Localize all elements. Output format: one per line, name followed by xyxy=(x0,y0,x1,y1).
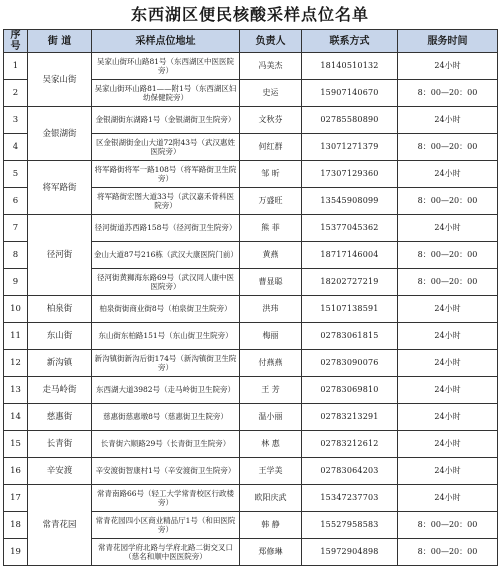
row-number: 12 xyxy=(4,350,28,377)
address-cell: 径河街道苏西路158号（径河街卫生院旁） xyxy=(92,215,240,242)
table-row xyxy=(4,161,498,188)
phone-cell: 15347237703 xyxy=(302,485,398,512)
phone-cell: 02783090076 xyxy=(302,350,398,377)
contact-cell: 林 惠 xyxy=(240,431,302,458)
row-number: 7 xyxy=(4,215,28,242)
hours-cell: 24小时 xyxy=(398,215,498,242)
address-cell: 常青花园四小区商业精品厅1号（和田医院旁） xyxy=(92,512,240,539)
phone-cell: 15107138591 xyxy=(302,296,398,323)
street-cell: 辛安渡 xyxy=(28,458,92,485)
address-cell: 东西湖大道3982号（走马岭街卫生院旁） xyxy=(92,377,240,404)
phone-cell: 15527958583 xyxy=(302,512,398,539)
contact-cell: 王 芳 xyxy=(240,377,302,404)
table-row xyxy=(4,53,498,80)
phone-cell: 15972904898 xyxy=(302,539,398,566)
address-cell: 慈惠街慈惠墩8号（慈惠街卫生院旁） xyxy=(92,404,240,431)
contact-cell: 郑修琳 xyxy=(240,539,302,566)
hours-cell: 24小时 xyxy=(398,296,498,323)
address-cell: 常青南路66号（轻工大学常青校区行政楼旁） xyxy=(92,485,240,512)
row-number: 17 xyxy=(4,485,28,512)
header-street: 街 道 xyxy=(28,30,92,53)
table-row xyxy=(4,323,498,350)
document-title: 东西湖区便民核酸采样点位名单 xyxy=(130,5,369,24)
row-number: 11 xyxy=(4,323,28,350)
row-number: 18 xyxy=(4,512,28,539)
street-cell: 金银湖街 xyxy=(28,107,92,161)
contact-cell: 邹 昕 xyxy=(240,161,302,188)
hours-cell: 8：00—20：00 xyxy=(398,188,498,215)
hours-cell: 24小时 xyxy=(398,377,498,404)
hours-cell: 24小时 xyxy=(398,404,498,431)
phone-cell: 15377045362 xyxy=(302,215,398,242)
table-row xyxy=(4,404,498,431)
address-cell: 柏泉街街商业街8号（柏泉街卫生院旁） xyxy=(92,296,240,323)
address-cell: 常青花园学府北路与学府北路二街交叉口（慈名和顺中医医院旁） xyxy=(92,539,240,566)
table-header-row xyxy=(4,30,498,53)
phone-cell: 02783069810 xyxy=(302,377,398,404)
contact-cell: 韩 静 xyxy=(240,512,302,539)
phone-cell: 18202727219 xyxy=(302,269,398,296)
phone-cell: 17307129360 xyxy=(302,161,398,188)
hours-cell: 24小时 xyxy=(398,53,498,80)
row-number: 8 xyxy=(4,242,28,269)
address-cell: 径河街黄狮海东路69号（武汉同人康中医医院旁） xyxy=(92,269,240,296)
phone-cell: 02783212612 xyxy=(302,431,398,458)
street-cell: 新沟镇 xyxy=(28,350,92,377)
phone-cell: 02783061815 xyxy=(302,323,398,350)
address-cell: 区金银湖街金山大道72附43号（武汉惠姓医院旁） xyxy=(92,134,240,161)
hours-cell: 24小时 xyxy=(398,107,498,134)
contact-cell: 梅丽 xyxy=(240,323,302,350)
table-row xyxy=(4,350,498,377)
hours-cell: 8：00—20：00 xyxy=(398,539,498,566)
header-number: 序号 xyxy=(4,30,28,53)
hours-cell: 24小时 xyxy=(398,161,498,188)
row-number: 13 xyxy=(4,377,28,404)
street-cell: 东山街 xyxy=(28,323,92,350)
address-cell: 金山大道87号216栋（武汉大康医院门前） xyxy=(92,242,240,269)
contact-cell: 文秋芬 xyxy=(240,107,302,134)
phone-cell: 13545908099 xyxy=(302,188,398,215)
hours-cell: 24小时 xyxy=(398,350,498,377)
table-row xyxy=(4,377,498,404)
table-row xyxy=(4,107,498,134)
contact-cell: 付燕燕 xyxy=(240,350,302,377)
address-cell: 将军路街将军一路108号（将军路街卫生院旁） xyxy=(92,161,240,188)
contact-cell: 王学美 xyxy=(240,458,302,485)
header-contact-person: 负责人 xyxy=(240,30,302,53)
table-row xyxy=(4,458,498,485)
contact-cell: 温小丽 xyxy=(240,404,302,431)
phone-cell: 02783064203 xyxy=(302,458,398,485)
row-number: 10 xyxy=(4,296,28,323)
contact-cell: 洪玮 xyxy=(240,296,302,323)
row-number: 3 xyxy=(4,107,28,134)
row-number: 16 xyxy=(4,458,28,485)
street-cell: 常青花园 xyxy=(28,485,92,566)
phone-cell: 02783213291 xyxy=(302,404,398,431)
phone-cell: 18140510132 xyxy=(302,53,398,80)
header-address: 采样点位地址 xyxy=(92,30,240,53)
address-cell: 吴家山街环山路81号（东西湖区中医医院旁） xyxy=(92,53,240,80)
contact-cell: 熊 菲 xyxy=(240,215,302,242)
row-number: 6 xyxy=(4,188,28,215)
contact-cell: 史运 xyxy=(240,80,302,107)
hours-cell: 8：00—20：00 xyxy=(398,269,498,296)
hours-cell: 8：00—20：00 xyxy=(398,512,498,539)
contact-cell: 冯美杰 xyxy=(240,53,302,80)
address-cell: 吴家山街环山路81——附1号（东西湖区妇幼保健院旁） xyxy=(92,80,240,107)
address-cell: 长青街六顺路29号（长青街卫生院旁） xyxy=(92,431,240,458)
row-number: 5 xyxy=(4,161,28,188)
row-number: 4 xyxy=(4,134,28,161)
street-cell: 长青街 xyxy=(28,431,92,458)
header-phone: 联系方式 xyxy=(302,30,398,53)
contact-cell: 黄燕 xyxy=(240,242,302,269)
phone-cell: 13071271379 xyxy=(302,134,398,161)
row-number: 9 xyxy=(4,269,28,296)
contact-cell: 万盛旺 xyxy=(240,188,302,215)
contact-cell: 欧阳庆武 xyxy=(240,485,302,512)
street-cell: 柏泉街 xyxy=(28,296,92,323)
street-cell: 走马岭街 xyxy=(28,377,92,404)
contact-cell: 曹显聪 xyxy=(240,269,302,296)
row-number: 2 xyxy=(4,80,28,107)
sampling-sites-table xyxy=(3,29,498,566)
row-number: 14 xyxy=(4,404,28,431)
hours-cell: 24小时 xyxy=(398,431,498,458)
street-cell: 将军路街 xyxy=(28,161,92,215)
hours-cell: 8：00—20：00 xyxy=(398,80,498,107)
hours-cell: 8：00—20：00 xyxy=(398,134,498,161)
street-cell: 慈惠街 xyxy=(28,404,92,431)
table-row xyxy=(4,431,498,458)
hours-cell: 24小时 xyxy=(398,323,498,350)
address-cell: 金银湖街东湖路1号（金银湖街卫生院旁） xyxy=(92,107,240,134)
phone-cell: 15907140670 xyxy=(302,80,398,107)
address-cell: 东山街东柏路151号（东山街卫生院旁） xyxy=(92,323,240,350)
row-number: 15 xyxy=(4,431,28,458)
address-cell: 辛安渡街智康村1号（辛安渡街卫生院旁） xyxy=(92,458,240,485)
phone-cell: 18717146004 xyxy=(302,242,398,269)
contact-cell: 何红群 xyxy=(240,134,302,161)
address-cell: 将军路街宏图大道33号（武汉嘉禾骨科医院旁） xyxy=(92,188,240,215)
row-number: 19 xyxy=(4,539,28,566)
hours-cell: 24小时 xyxy=(398,458,498,485)
hours-cell: 24小时 xyxy=(398,485,498,512)
address-cell: 新沟镇街新沟后街174号（新沟镇街卫生院旁） xyxy=(92,350,240,377)
header-hours: 服务时间 xyxy=(398,30,498,53)
table-row xyxy=(4,215,498,242)
table-row xyxy=(4,485,498,512)
phone-cell: 02785580890 xyxy=(302,107,398,134)
table-row xyxy=(4,296,498,323)
street-cell: 吴家山街 xyxy=(28,53,92,107)
row-number: 1 xyxy=(4,53,28,80)
hours-cell: 8：00—20：00 xyxy=(398,242,498,269)
street-cell: 径河街 xyxy=(28,215,92,296)
